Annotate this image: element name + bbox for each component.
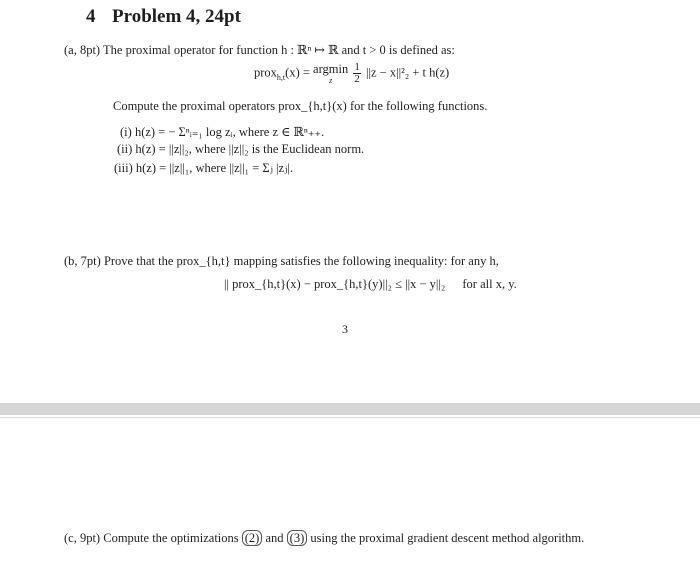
- half-fraction: [353, 62, 361, 85]
- prox-lhs: prox: [254, 65, 277, 80]
- prox-lhs-sub: h,t: [276, 72, 286, 82]
- part-b-statement: Prove that the prox_{h,t} mapping satisfies the following inequality: for any h,: [103, 254, 499, 268]
- inequality: [224, 277, 517, 292]
- page-break-line: [0, 417, 700, 418]
- prox-arg: (x) =: [285, 65, 314, 80]
- equation-ref-link[interactable]: (3): [287, 530, 308, 546]
- part-a-label: (a, 8pt): [64, 43, 101, 57]
- item-label: (iii): [114, 161, 133, 175]
- prox-definition: [254, 62, 449, 85]
- section-number: 4: [86, 6, 96, 27]
- section-title: Problem 4, 24pt: [112, 6, 241, 27]
- argmin-sub: z: [329, 76, 333, 85]
- list-item: [114, 160, 293, 176]
- part-b-text: [64, 254, 499, 269]
- part-a-intro: [64, 42, 455, 58]
- list-item: [120, 124, 324, 140]
- item-text: h(z) = ||z||₂, where ||z||₂ is the Euclidean norm.: [135, 142, 365, 156]
- equation-ref-link[interactable]: (2): [242, 530, 263, 546]
- page-break-divider: [0, 403, 700, 415]
- argmin-operator: [313, 62, 348, 85]
- item-label: (i): [120, 125, 132, 139]
- part-c-text: [64, 531, 584, 546]
- part-c-after: using the proximal gradient descent method algorithm.: [310, 531, 585, 545]
- fraction-denominator: 2: [354, 73, 360, 85]
- part-b-label: (b, 7pt): [64, 254, 101, 268]
- fraction-numerator: 1: [354, 61, 360, 73]
- item-text: h(z) = ||z||₁, where ||z||₁ = Σⱼ |zⱼ|.: [135, 161, 294, 175]
- argmin-text: argmin: [313, 62, 349, 76]
- part-a-instruction: Compute the proximal operators prox_{h,t}(x) for the following functions.: [113, 99, 488, 113]
- list-item: [117, 142, 364, 157]
- inequality-expression: || prox_{h,t}(x) − prox_{h,t}(y)||₂ ≤ ||x − y||₂: [224, 277, 446, 291]
- item-text: h(z) = − Σⁿᵢ₌₁ log zᵢ, where z ∈ ℝⁿ₊₊.: [134, 125, 325, 139]
- prox-rhs: ||z − x||²₂ + t h(z): [365, 65, 450, 80]
- item-label: (ii): [117, 142, 133, 156]
- part-c-mid: and: [265, 531, 284, 545]
- inequality-condition: for all x, y.: [462, 277, 517, 291]
- part-c-label: (c, 9pt): [64, 531, 101, 545]
- page-number: 3: [342, 322, 348, 336]
- part-c-before: Compute the optimizations: [103, 531, 239, 545]
- part-a-intro-text: The proximal operator for function h : ℝⁿ ↦ ℝ and t > 0 is defined as:: [103, 43, 455, 57]
